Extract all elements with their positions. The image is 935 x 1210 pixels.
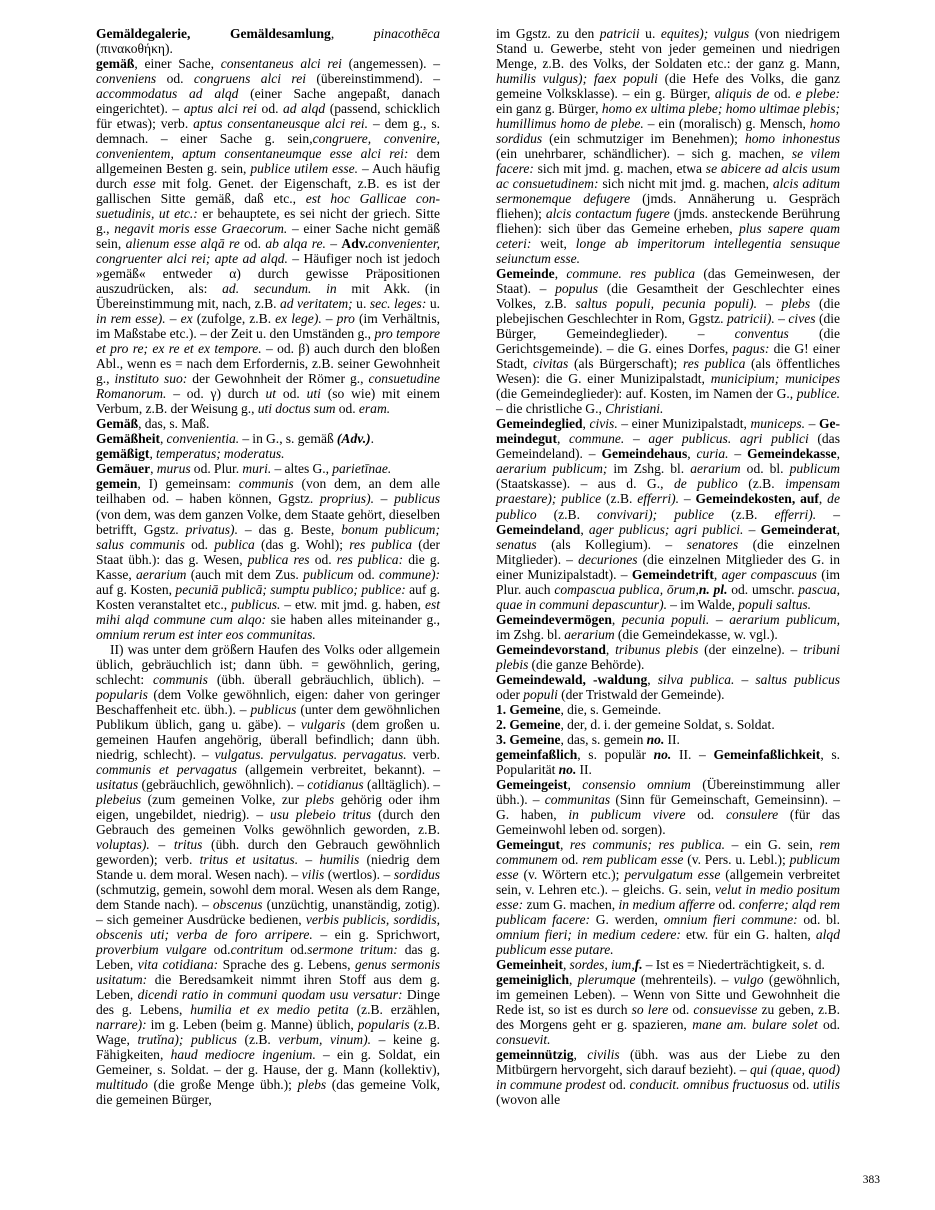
latin-gloss: pervulgatum esse xyxy=(624,866,721,882)
entry-headword: Gemeindeglied xyxy=(496,416,583,432)
latin-gloss: ad veritatem; xyxy=(280,296,353,312)
latin-gloss: saltus populi, pecunia populi). xyxy=(575,296,758,312)
latin-gloss: ad. secundum. in xyxy=(222,281,337,297)
latin-gloss: efferri). xyxy=(637,491,680,507)
dictionary-entry: Gemeindeglied, civis. – einer Munizipalstadt, municeps. – Gemeindegut, commune. – ager publicus. agri publici (das Gemeindeland). – Gemeindehaus, curia. – Gemeindekasse, aerarium publicum; im Zshg. bl. aerarium od. bl. publicum (Staatskasse). – aus d. G., de publico (z.B. impensam praestare); publice (z.B. efferri). – Gemeindekosten, auf, de publico (z.B. convivari); publice (z.B. efferri). – Gemeindeland, ager publicus; agri publici. – Gemeinderat, senatus (als Kollegium). – senatores (die einzelnen Mitglieder). – decuriones (die einzelnen Mitglieder des G. in einer Munizipalstadt). – Gemeindetrift, ager compascuus (im Plur. auch compascua publica, ōrum,n. pl. od. umschr. pascua, quae in communi depascuntur). – im Walde, populi saltus. xyxy=(496,416,841,612)
latin-gloss: contritum xyxy=(230,941,284,957)
latin-gloss: de publico xyxy=(496,491,840,522)
latin-gloss: publicum esse xyxy=(496,851,840,882)
latin-gloss: privatus). xyxy=(185,521,238,537)
latin-gloss: popularis xyxy=(357,1017,410,1033)
latin-gloss: civitas xyxy=(532,356,569,372)
two-column-text-body xyxy=(96,26,840,1156)
latin-gloss: decuriones xyxy=(578,551,638,567)
latin-gloss: patricii xyxy=(599,26,640,41)
dictionary-entry: Gemäß, das, s. Maß. xyxy=(96,416,210,432)
latin-gloss: communis et pervagatus xyxy=(96,761,238,777)
latin-gloss: usu plebeio tritus xyxy=(270,806,372,822)
latin-gloss: pecunia populi. xyxy=(621,611,710,627)
latin-gloss: humilis vulgus); faex populi xyxy=(496,71,658,87)
latin-gloss: popularis xyxy=(96,686,148,702)
entry-headword: gemein xyxy=(96,476,138,492)
latin-gloss: publicus. xyxy=(231,596,281,612)
latin-gloss: murus xyxy=(156,461,191,477)
latin-gloss: humilia et ex medio petita xyxy=(190,1002,349,1018)
latin-gloss: obscenus xyxy=(212,896,263,912)
latin-gloss: so lere xyxy=(631,1002,669,1018)
latin-gloss: res publica xyxy=(682,356,746,372)
dictionary-entry: 1. Gemeine, die, s. Gemeinde. xyxy=(496,701,662,717)
latin-gloss: tribuni plebis xyxy=(496,641,840,672)
latin-gloss: se vilem facere: xyxy=(496,146,841,177)
latin-gloss: communis xyxy=(153,671,208,687)
latin-gloss: populi saltus. xyxy=(738,596,812,612)
latin-gloss: cives xyxy=(788,311,816,327)
latin-gloss: ab alqa re. xyxy=(265,236,326,252)
latin-gloss: civilis xyxy=(587,1047,620,1063)
grammar-label: no. xyxy=(653,746,672,762)
latin-gloss: consuetudine Romanorum. xyxy=(96,371,440,402)
latin-gloss: publica xyxy=(214,536,255,552)
latin-gloss: vulgatus. pervulgatus. pervagatus. xyxy=(214,746,407,762)
entry-headword: Gemeindekosten, auf xyxy=(695,491,819,507)
dictionary-entry: gemein, I) gemeinsam: communis (von dem, an dem alle teilhaben od. – haben können, Ggstz. proprius). – publicus (von dem, was dem ganzen Volke, dem Staate gehört, dieselben betrifft, Ggstz. privatus). – das g. Beste, bonum publicum; salus communis od. publica (das g. Wohl); res publica (der Staat übh.): das g. Wesen, publica res od. res publica: die g. Kasse, aerarium (auch mit dem Zus. publicum od. commune): auf g. Kosten, pecuniā publicā; sumptu publico; publice: auf g. Kosten veranstaltet etc., publicus. – etw. mit jmd. g. haben, est mihi alqd commune cum alqo: sie haben alles miteinander g., omnium rerum est inter eos communitas. xyxy=(96,476,441,642)
latin-gloss: publicum xyxy=(303,566,354,582)
latin-gloss: ut xyxy=(265,386,277,402)
dictionary-entry: Gemeingut, res communis; res publica. – ein G. sein, rem communem od. rem publicam esse (v. Pers. u. Lebl.); publicum esse (v. Wörtern etc.); pervulgatum esse (allgemein verbreitet sein, v. Lehren etc.). – gleichs. G. sein, velut in medio positum esse: zum G. machen, in medium afferre od. conferre; alqd rem publicam facere: G. werden, omnium fieri commune: od. bl. omnium fieri; in medium cedere: etw. für ein G. halten, alqd publicum esse putare. xyxy=(496,836,840,957)
entry-headword: Gemeinfaßlichkeit xyxy=(713,746,821,762)
latin-gloss: plebs xyxy=(781,296,811,312)
latin-gloss: tritus xyxy=(173,836,203,852)
latin-gloss: mane am. bulare solet xyxy=(692,1017,818,1033)
dictionary-entry: 3. Gemeine, das, s. gemein no. II. xyxy=(496,731,680,747)
latin-gloss: senatores xyxy=(686,536,739,552)
entry-headword: 2. Gemeine xyxy=(496,716,561,732)
latin-gloss: dicendi ratio in communi quodam usu versatur: xyxy=(137,987,403,1002)
grammar-label: n. pl. xyxy=(698,581,728,597)
latin-gloss: genus sermonis usitatum: xyxy=(96,956,440,987)
latin-gloss: negavit moris esse Graecorum. xyxy=(114,221,288,237)
latin-gloss: Christiani. xyxy=(605,401,664,417)
entry-headword: 3. Gemeine xyxy=(496,731,561,747)
entry-headword: gemeinnützig xyxy=(496,1047,574,1063)
entry-headword: Gemäßheit xyxy=(96,431,160,447)
dictionary-entry: Gemeindevermögen, pecunia populi. – aerarium publicum, im Zshg. bl. aerarium (die Gemeindekasse, w. vgl.). xyxy=(496,611,840,642)
latin-gloss: consensio omnium xyxy=(582,776,691,792)
latin-gloss: res communis; res publica. xyxy=(569,836,726,852)
latin-gloss: convivari); publice xyxy=(597,506,715,522)
latin-gloss: sermone tritum: xyxy=(307,941,398,957)
latin-gloss: aerarium publicum; xyxy=(496,461,608,477)
entry-headword: Gemeindevermögen xyxy=(496,611,612,627)
latin-gloss: conventus xyxy=(734,326,789,342)
latin-gloss: commune. res publica xyxy=(566,266,696,282)
entry-headword: Gemäldegalerie, Gemäldesamlung xyxy=(96,26,331,41)
dictionary-entry: Gemeindevorstand, tribunus plebis (der einzelne). – tribuni plebis (die ganze Behörde). xyxy=(496,641,840,672)
latin-gloss: vilis xyxy=(301,866,325,882)
entry-headword: Gemeindekasse xyxy=(747,446,837,462)
latin-gloss: verbum, vinum). xyxy=(278,1032,371,1048)
latin-gloss: in rem esse). xyxy=(96,311,166,327)
entry-headword: Gemeindewald, -waldung xyxy=(496,671,648,687)
latin-gloss: res publica: xyxy=(336,551,404,567)
latin-gloss: qui (quae, quod) in commune prodest xyxy=(496,1062,840,1093)
latin-gloss: esse xyxy=(133,176,156,192)
entry-headword: gemäßigt xyxy=(96,446,150,462)
latin-gloss: rem publicam esse xyxy=(582,851,684,867)
latin-gloss: conferre; alqd rem publicam facere: xyxy=(496,896,840,927)
entry-headword: Gemeinderat xyxy=(760,521,837,537)
latin-gloss: se abicere ad alcis usum ac consuetudinem: xyxy=(496,161,840,192)
latin-gloss: ex xyxy=(180,311,193,327)
latin-gloss: senatus xyxy=(496,536,537,552)
latin-gloss: longe ab imperitorum intellegentia sensuque seiunctum esse. xyxy=(496,236,840,267)
latin-gloss: curia. xyxy=(696,446,729,462)
latin-gloss: municipium; municipes xyxy=(710,371,841,387)
dictionary-entry: 2. Gemeine, der, d. i. der gemeine Soldat, s. Soldat. xyxy=(496,716,775,732)
latin-gloss: plebs xyxy=(305,791,335,807)
latin-gloss: alcis aditum sermonemque defugere xyxy=(496,176,840,207)
latin-gloss: uti xyxy=(306,386,321,402)
grammar-label: (Adv.) xyxy=(336,431,371,447)
folio-area xyxy=(96,1170,880,1186)
latin-gloss: publicum xyxy=(789,461,840,477)
latin-gloss: homo inhonestus xyxy=(744,131,840,147)
latin-gloss: conveniens xyxy=(96,71,157,87)
latin-gloss: congruens alci rei xyxy=(193,71,306,87)
dictionary-entry: gemäß, einer Sache, consentaneus alci rei (angemessen). – conveniens od. congruens alci rei (übereinstimmend). – accommodatus ad alqd (einer Sache angepaßt, danach eingerichtet). – aptus alci rei od. ad alqd (passend, schicklich für etwas); verb. aptus consentaneusque alci rei. – dem g., s. demnach. – einer Sache g. sein,congruere, convenire, convenientem, aptum consentaneumque esse alci rei: dem allgemeinen Besten g. sein, publice utilem esse. – Auch häufig durch esse mit folg. Genet. der Eigenschaft, z.B. es ist der gallischen Sitte gemäß, daß etc., est hoc Gallicae consuetudinis, ut etc.: er behauptete, es sei nicht der griech. Sitte g., negavit moris esse Graecorum. – einer Sache nicht gemäß sein, alienum esse alqā re od. ab alqa re. – Adv.convenienter, congruenter alci rei; apte ad alqd. – Häufiger noch ist jedoch »gemäß« entweder α) durch gewisse Präpositionen auszudrücken, als: ad. secundum. in mit Akk. (in Übereinstimmung mit, nach, z.B. ad veritatem; u. sec. leges: u. in rem esse). – ex (zufolge, z.B. ex lege). – pro (im Verhältnis, im Maßstabe etc.). – der Zeit u. den Umständen g., pro tempore et pro re; ex re et ex tempore. – od. β) auch durch den bloßen Abl., wenn es = nach dem Erfordernis, z.B. seiner Gewohnheit g., instituto suo: der Gewohnheit der Römer g., consuetudine Romanorum. – od. γ) durch ut od. uti (so wie) mit einem Verbum, z.B. der Weisung g., uti doctus sum od. eram. xyxy=(96,56,441,417)
entry-headword: 1. Gemeine xyxy=(496,701,561,717)
latin-gloss: vulgo xyxy=(733,971,764,987)
latin-gloss: homo ex ultima plebe; homo ultimae plebis; humillimus homo de plebe. xyxy=(496,101,841,132)
latin-gloss: alqd publicum esse putare. xyxy=(496,926,840,957)
latin-gloss: in medium afferre xyxy=(618,896,716,912)
dictionary-entry: Gemeingeist, consensio omnium (Übereinstimmung aller übh.). – communitas (Sinn für Gemeinschaft, Gemeinsinn). – G. haben, in publicum vivere od. consulere (für das Gemeinwohl leben od. sorgen). xyxy=(496,776,841,837)
latin-gloss: usitatus xyxy=(96,776,139,792)
latin-gloss: equites); vulgus xyxy=(660,26,750,41)
entry-headword: Gemeindetrift xyxy=(631,566,714,582)
latin-gloss: aerarium xyxy=(564,626,615,642)
entry-headword: Gemeindegut xyxy=(496,416,841,447)
latin-gloss: municeps. xyxy=(750,416,806,432)
latin-gloss: ad alqd xyxy=(283,101,326,117)
dictionary-entry: Gemeinde, commune. res publica (das Gemeinwesen, der Staat). – populus (die Gesamtheit der Geschlechter eines Volkes, z.B. saltus populi, pecunia populi). – plebs (die plebejischen Geschlechter in Rom, Ggstz. patricii). – cives (die Bürger, Gemeindeglieder). – conventus (die Gerichtsgemeinde). – die G. eines Dorfes, pagus: die G! einer Stadt, civitas (als Bürgerschaft); res publica (als öffentliches Wesen): die G. einer Munizipalstadt, municipium; municipes (die Gemeindeglieder): auf. Kosten, im Namen der G., publice. – die christliche G., Christiani. xyxy=(496,266,841,417)
dictionary-entry-continuation: im Ggstz. zu den patricii u. equites); vulgus (von niedrigem Stand u. Gewerbe, steht von jeder gemeinen und niedrigen Menge, z.B. des Volks, der Soldaten etc.: der ganz g. Mann, humilis vulgus); faex populi (die Hefe des Volks, die ganz gemeine Volksklasse). – ein g. Bürger, aliquis de od. e plebe: ein ganz g. Bürger, homo ex ultima plebe; homo ultimae plebis; humillimus homo de plebe. – ein (moralisch) g. Mensch, homo sordidus (ein schmutziger im Benehmen); homo inhonestus (ein unehrbarer, schändlicher). – sich g. machen, se vilem facere: sich mit jmd. g. machen, etwa se abicere ad alcis usum ac consuetudinem: sich nicht mit jmd. g. machen, alcis aditum sermonemque defugere (jmds. Annäherung u. Gespräch fliehen); alcis contactum fugere (jmds. ansteckende Berührung fliehen): sich über das Gemeine erheben, plus sapere quam ceteri: weit, longe ab imperitorum intellegentia sensuque seiunctum esse. xyxy=(496,26,841,267)
latin-gloss: alcis contactum fugere xyxy=(545,206,670,222)
latin-gloss: tribunus plebis xyxy=(615,641,699,657)
latin-gloss: populus xyxy=(555,281,599,297)
latin-gloss: pro tempore et pro re; ex re et ex tempore. xyxy=(96,326,440,357)
latin-gloss: impensam praestare); publice xyxy=(496,476,840,507)
latin-gloss: cotidianus xyxy=(307,776,364,792)
entry-headword: Gemeingut xyxy=(496,836,560,852)
grammar-label: f. xyxy=(634,956,643,972)
latin-gloss: congruere, convenire, convenientem, aptum consentaneumque esse alci rei: xyxy=(96,131,440,162)
latin-gloss: est hoc Gallicae consuetudinis, ut etc.: xyxy=(96,191,441,222)
latin-gloss: pinacothēca xyxy=(373,26,440,41)
entry-headword: Gemeingeist xyxy=(496,776,568,792)
entry-headword: Gemeinde xyxy=(496,266,555,282)
latin-gloss: velut in medio positum esse: xyxy=(496,881,840,912)
latin-gloss: silva publica. xyxy=(657,671,735,687)
latin-gloss: sec. leges: xyxy=(369,296,427,312)
latin-gloss: aptus consentaneusque alci rei. xyxy=(193,116,369,132)
grammar-label: Adv. xyxy=(341,236,369,252)
latin-gloss: aerarium xyxy=(690,461,741,477)
dictionary-entry: Gemeinheit, sordes, ium,f. – Ist es = Niederträchtigkeit, s. d. xyxy=(496,956,825,972)
latin-gloss: conducit. omnibus fructuosus xyxy=(629,1077,789,1093)
latin-gloss: est mihi alqd commune cum alqo: xyxy=(96,596,440,627)
latin-gloss: ex lege). xyxy=(275,311,322,327)
latin-gloss: ager compascuus xyxy=(721,566,817,582)
latin-gloss: haud mediocre ingenium. xyxy=(170,1047,316,1063)
latin-gloss: vulgaris xyxy=(300,716,346,732)
latin-gloss: publica res xyxy=(247,551,310,567)
latin-gloss: muri. xyxy=(242,461,272,477)
latin-gloss: plebs xyxy=(297,1077,327,1093)
latin-gloss: commune): xyxy=(379,566,440,582)
latin-gloss: publicus xyxy=(394,491,440,507)
latin-gloss: convenienter, congruenter alci rei; apte ad alqd. xyxy=(96,236,440,267)
entry-headword: gemeinfaßlich xyxy=(496,746,578,762)
latin-gloss: temperatus; moderatus. xyxy=(156,446,285,462)
latin-gloss: utilis xyxy=(812,1077,840,1093)
latin-gloss: instituto suo: xyxy=(114,371,188,387)
latin-gloss: consulere xyxy=(725,806,779,822)
grammar-label: no. xyxy=(558,761,577,777)
latin-gloss: publice utilem esse. xyxy=(250,161,359,177)
dictionary-entry-sense: II) was unter dem größern Haufen des Volks oder allgemein üblich, gebräuchlich ist; dann übh. = gewöhnlich, gering, schlecht: communis (übh. überall gebräuchlich, üblich). – popularis (dem Volke gewöhnlich, eigen: daher von geringer Beschaffenheit etc. übh.). – publicus (unter dem gewöhnlichen Publikum üblich, gang u. gäbe). – vulgaris (dem großen u. gemeinen Haufen angehörig, überall befindlich; dann übh. niedrig, schlecht). – vulgatus. pervulgatus. pervagatus. verb. communis et pervagatus (allgemein verbreitet, bekannt). – usitatus (gebräuchlich, gewöhnlich). – cotidianus (alltäglich). – plebeius (zum gemeinen Volke, zur plebs gehörig oder ihm eigen, ungebildet, niedrig). – usu plebeio tritus (durch den Gebrauch des gemeinen Volks gewöhnlich geworden, z.B. voluptas). – tritus (übh. durch den Gebrauch gewöhnlich geworden); verb. tritus et usitatus. – humilis (niedrig dem Stande u. dem moral. Wesen nach). – vilis (wertlos). – sordidus (schmutzig, gemein, sowohl dem moral. Wesen als dem Range, dem Stande nach). – obscenus (unzüchtig, unanständig, zotig). – sich gemeiner Ausdrücke bedienen, verbis publicis, sordidis, obscenis uti; verba de foro arripere. – ein g. Sprichwort, proverbium vulgare od.contritum od.sermone tritum: das g. Leben, vita cotidiana: Sprache des g. Lebens, genus sermonis usitatum: die Beredsamkeit nimmt ihren Stoff aus dem g. Leben, dicendi ratio in communi quodam usu versatur: Dinge des g. Lebens, humilia et ex medio petita (z.B. erzählen, narrare): im g. Leben (beim g. Manne) üblich, popularis (z.B. Wage, trutĭna); publicus (z.B. verbum, vinum). – keine g. Fähigkeiten, haud mediocre ingenium. – ein g. Soldat, ein Gemeiner, s. Soldat. – der g. Hause, der g. Mann (kollektiv), multitudo (die große Menge übh.); plebs (das gemeine Volk, die gemeinen Bürger, xyxy=(96,641,441,1108)
dictionary-entry: gemeinnützig, civilis (übh. was aus der Liebe zu den Mitbürgern hervorgeht, sich darauf bezieht). – qui (quae, quod) in commune prodest od. conducit. omnibus fructuosus od. utilis (wovon alle xyxy=(496,1047,840,1108)
latin-gloss: parietīnae. xyxy=(332,461,392,477)
latin-gloss: proprius). xyxy=(319,491,374,507)
latin-gloss: pro xyxy=(336,311,355,327)
latin-gloss: e plebe: xyxy=(795,86,840,102)
dictionary-entry: Gemäuer, murus od. Plur. muri. – altes G., parietīnae. xyxy=(96,461,392,477)
latin-gloss: tritus et usitatus. xyxy=(199,851,299,867)
latin-gloss: efferri). xyxy=(774,506,817,522)
latin-gloss: plebeius xyxy=(96,791,142,807)
dictionary-entry: Gemäldegalerie, Gemäldesamlung, pinacothēca (πινακοθήκη). xyxy=(96,26,440,57)
latin-gloss: plerumque xyxy=(577,971,636,987)
latin-gloss: saltus publicus xyxy=(755,671,841,687)
latin-gloss: accommodatus ad alqd xyxy=(96,86,239,102)
latin-gloss: res publica xyxy=(349,536,413,552)
entry-headword: Gemeindehaus xyxy=(601,446,688,462)
latin-gloss: uti doctus sum xyxy=(257,401,336,417)
dictionary-entry: Gemeindewald, -waldung, silva publica. – saltus publicus oder populi (der Tristwald der Gemeinde). xyxy=(496,671,841,702)
latin-gloss: omnium rerum est inter eos communitas. xyxy=(96,626,316,642)
latin-gloss: voluptas). xyxy=(96,836,150,852)
latin-gloss: pascua, quae in communi depascuntur). xyxy=(496,581,840,612)
latin-gloss: ager publicus; agri publici. xyxy=(588,521,744,537)
latin-gloss: aerarium publicum, xyxy=(729,611,840,627)
latin-gloss: plus sapere quam ceteri: xyxy=(496,221,840,252)
latin-gloss: pagus: xyxy=(732,341,770,357)
latin-gloss: populi xyxy=(523,686,558,702)
dictionary-entry: gemeiniglich, plerumque (mehrenteils). – vulgo (gewöhnlich, im gemeinen Leben). – Wenn von Sitte und Gewohnheit die Rede ist, so ist es durch so lere od. consuevisse zu geben, z.B. des Morgens geht er g. spazieren, mane am. bulare solet od. consuevit. xyxy=(496,971,840,1048)
latin-gloss: homo sordidus xyxy=(496,116,840,147)
latin-gloss: consuevisse xyxy=(693,1002,758,1018)
dictionary-entry: gemeinfaßlich, s. populär no. II. – Gemeinfaßlichkeit, s. Popularität no. II. xyxy=(496,746,840,777)
entry-headword: Gemeindevorstand xyxy=(496,641,606,657)
latin-gloss: aptus alci rei xyxy=(183,101,258,117)
latin-gloss: consentaneus alci rei xyxy=(220,56,342,72)
latin-gloss: eram. xyxy=(358,401,391,417)
latin-gloss: communitas xyxy=(544,791,611,807)
latin-gloss: ager publicus. agri publici xyxy=(648,431,809,447)
latin-gloss: trutĭna); publicus xyxy=(137,1032,237,1048)
latin-gloss: narrare): xyxy=(96,1017,147,1033)
entry-headword: Gemeindeland xyxy=(496,521,581,537)
latin-gloss: commune. xyxy=(569,431,625,447)
latin-gloss: multitudo xyxy=(96,1077,148,1093)
latin-gloss: compascua publica, ōrum, xyxy=(554,581,699,597)
latin-gloss: publice. xyxy=(796,386,840,402)
dictionary-entry: Gemäßheit, convenientia. – in G., s. gemäß (Adv.). xyxy=(96,431,375,447)
entry-headword: gemäß xyxy=(96,56,135,72)
entry-headword: Gemäß xyxy=(96,416,139,432)
latin-gloss: omnium fieri commune: xyxy=(663,911,798,927)
latin-gloss: sordidus xyxy=(393,866,441,882)
left-text-column xyxy=(96,26,440,1107)
latin-gloss: vita cotidiana: xyxy=(137,956,219,972)
latin-gloss: in publicum vivere xyxy=(568,806,686,822)
latin-gloss: verbis publicis, sordidis, obscenis uti; verba de foro arripere. xyxy=(96,911,440,942)
latin-gloss: communis xyxy=(238,476,294,492)
latin-gloss: de publico xyxy=(673,476,738,492)
right-text-column xyxy=(496,26,840,1107)
latin-gloss: sordes, ium, xyxy=(569,956,635,972)
grammar-label: no. xyxy=(646,731,665,747)
entry-headword: Gemäuer xyxy=(96,461,151,477)
entry-headword: gemeiniglich xyxy=(496,971,569,987)
latin-gloss: aliquis de xyxy=(714,86,770,102)
latin-gloss: publicus xyxy=(250,701,297,717)
entry-headword: Gemeinheit xyxy=(496,956,563,972)
latin-gloss: consuevit. xyxy=(496,1032,551,1048)
latin-gloss: civis. xyxy=(589,416,618,432)
latin-gloss: patricii). xyxy=(726,311,775,327)
latin-gloss: omnium fieri; in medium cedere: xyxy=(496,926,681,942)
latin-gloss: alienum esse alqā re xyxy=(125,236,240,252)
dictionary-entry: gemäßigt, temperatus; moderatus. xyxy=(96,446,285,462)
latin-gloss: aerarium xyxy=(136,566,187,582)
latin-gloss: humilis xyxy=(319,851,360,867)
latin-gloss: convenientia. xyxy=(166,431,240,447)
latin-gloss: bonum publicum; salus communis xyxy=(96,521,440,552)
latin-gloss: rem communem xyxy=(496,836,840,867)
latin-gloss: proverbium vulgare xyxy=(96,941,207,957)
page-number: 383 xyxy=(862,1174,880,1186)
latin-gloss: pecuniā publicā; sumptu publico; publice: xyxy=(175,581,406,597)
